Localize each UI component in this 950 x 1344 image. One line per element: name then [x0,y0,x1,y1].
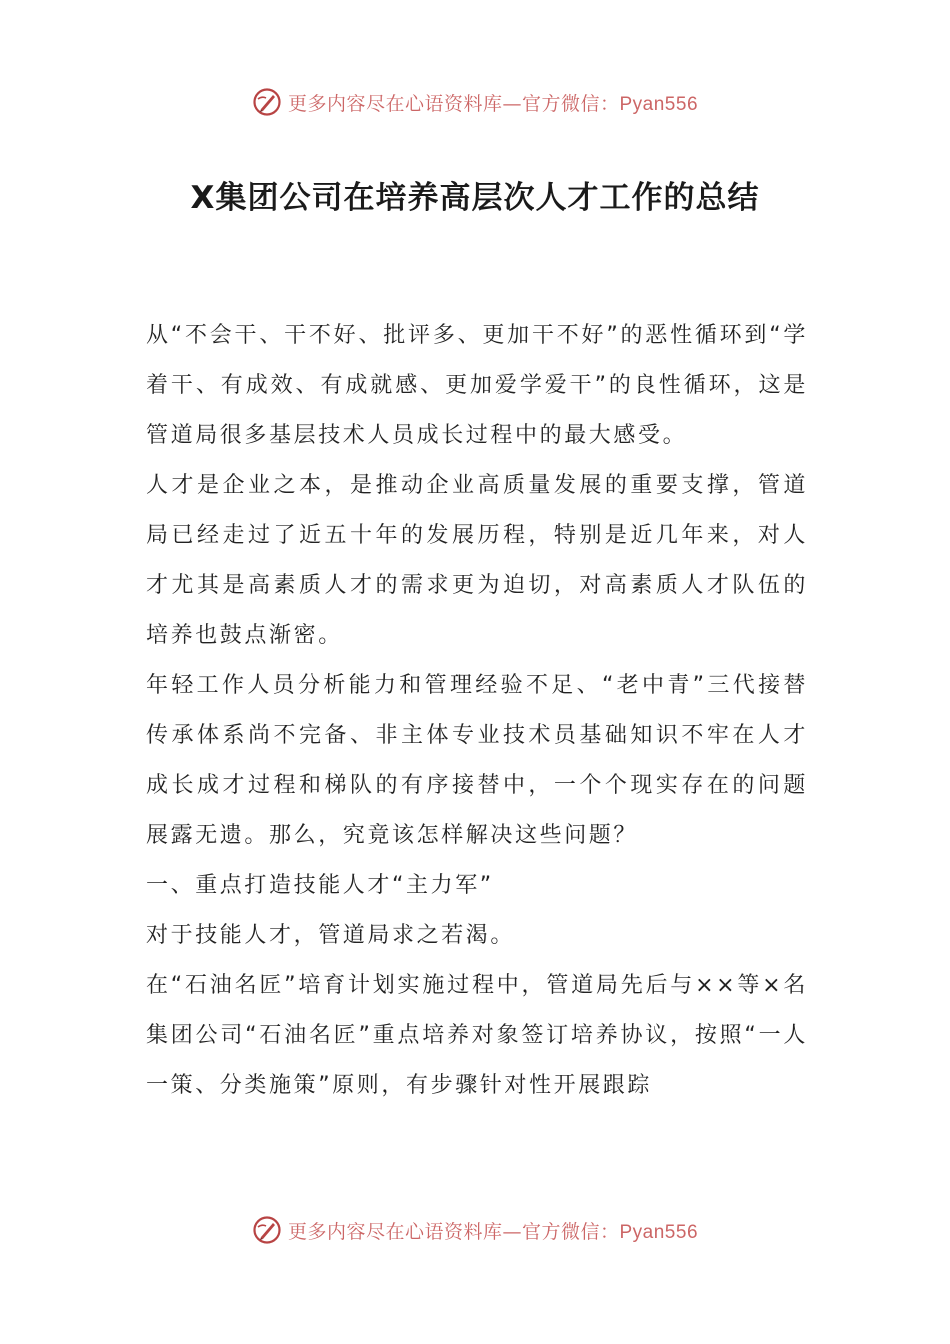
pen-seal-icon [252,87,282,117]
watermark-text: 更多内容尽在心语资料库—官方微信：Pyan556 [287,92,699,115]
watermark-header [0,82,950,122]
paragraph-craftsman: 在“石油名匠”培育计划实施过程中，管道局先后与××等×名集团公司“石油名匠”重点培养对象签订培养协议，按照“一人一策、分类施策”原则，有步骤针对性开展跟踪 [146,973,808,1098]
watermark-text: 更多内容尽在心语资料库—官方微信：Pyan556 [287,1220,699,1243]
watermark-footer [0,1210,950,1250]
wechat-id: Pyan556 [619,93,699,115]
section-heading-1: 一、重点打造技能人才“主力军” [146,873,494,898]
document-body [146,311,808,1111]
paragraph-intro: 从“不会干、干不好、批评多、更加干不好”的恶性循环到“学着干、有成效、有成就感、更加爱学爱干”的良性循环，这是管道局很多基层技术人员成长过程中的最大感受。 [146,323,808,448]
paragraph-talent: 人才是企业之本，是推动企业高质量发展的重要支撑，管道局已经走过了近五十年的发展历程，特别是近几年来，对人才尤其是高素质人才的需求更为迫切，对高素质人才队伍的培养也鼓点渐密。 [146,473,808,648]
pen-seal-icon [252,1215,282,1245]
document-title: X集团公司在培养高层次人才工作的总结 [190,180,760,216]
wechat-id: Pyan556 [619,1221,699,1243]
paragraph-skills: 对于技能人才，管道局求之若渴。 [146,923,516,948]
paragraph-problems: 年轻工作人员分析能力和管理经验不足、“老中青”三代接替传承体系尚不完备、非主体专业技术员基础知识不牢在人才成长成才过程和梯队的有序接替中，一个个现实存在的问题展露无遗。那么，究竟该怎样解决这些问题？ [146,673,808,848]
